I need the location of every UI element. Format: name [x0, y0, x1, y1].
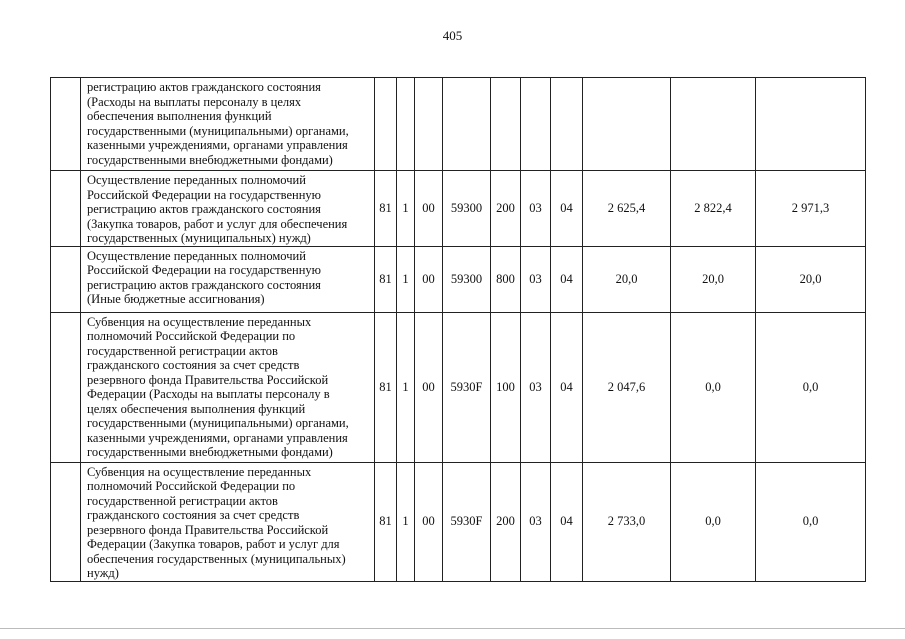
value-cell: 20,0 — [583, 246, 671, 312]
code-cell: 04 — [551, 171, 583, 247]
code-cell: 03 — [521, 246, 551, 312]
value-cell — [583, 78, 671, 171]
code-cell: 200 — [491, 171, 521, 247]
index-cell — [51, 312, 81, 462]
code-cell: 04 — [551, 312, 583, 462]
name-line: регистрацию актов гражданского состояния — [87, 80, 321, 94]
name-line: гражданского состояния за счет средств — [87, 358, 300, 372]
table-body — [51, 78, 866, 582]
code-cell: 59300 — [443, 171, 491, 247]
code-cell: 200 — [491, 462, 521, 581]
name-line: обеспечения государственных (муниципальных) — [87, 551, 346, 566]
name-line: (Расходы на выплаты персоналу в целях — [87, 94, 302, 109]
name-line: казенными учреждениями, органами управления — [87, 430, 348, 445]
code-cell — [443, 78, 491, 171]
code-cell: 5930F — [443, 312, 491, 462]
value-cell: 20,0 — [756, 246, 866, 312]
code-cell — [375, 78, 397, 171]
index-cell — [51, 78, 81, 171]
value-cell: 20,0 — [671, 246, 756, 312]
code-cell — [551, 78, 583, 171]
name-line: Федерации (Расходы на выплаты персоналу в — [87, 387, 330, 401]
name-line: (Закупка товаров, работ и услуг для обеспечения — [87, 216, 348, 231]
code-cell: 04 — [551, 462, 583, 581]
name-cell — [81, 246, 375, 312]
name-line: обеспечения выполнения функций — [87, 109, 272, 123]
value-cell: 0,0 — [756, 312, 866, 462]
name-line: нужд) — [87, 566, 119, 580]
code-cell: 03 — [521, 462, 551, 581]
name-line: Российской Федерации на государственную — [87, 187, 321, 202]
code-cell: 81 — [375, 246, 397, 312]
code-cell: 1 — [397, 312, 415, 462]
name-line: резервного фонда Правительства Российской — [87, 522, 329, 537]
value-cell — [756, 78, 866, 171]
value-cell — [671, 78, 756, 171]
name-line: Субвенция на осуществление переданных — [87, 314, 312, 329]
code-cell: 04 — [551, 246, 583, 312]
code-cell: 5930F — [443, 462, 491, 581]
table-row — [51, 78, 866, 171]
name-line: Осуществление переданных полномочий — [87, 248, 306, 263]
code-cell: 03 — [521, 312, 551, 462]
value-cell: 2 047,6 — [583, 312, 671, 462]
name-cell — [81, 462, 375, 581]
value-cell: 0,0 — [756, 462, 866, 581]
index-cell — [51, 171, 81, 247]
name-line: резервного фонда Правительства Российской — [87, 372, 329, 387]
name-line: государственных (муниципальных) нужд) — [87, 231, 311, 245]
page-number: 405 — [442, 28, 463, 43]
code-cell: 100 — [491, 312, 521, 462]
code-cell: 81 — [375, 462, 397, 581]
code-cell — [397, 78, 415, 171]
name-line: (Иные бюджетные ассигнования) — [87, 292, 265, 306]
table-row — [51, 462, 866, 581]
name-line: полномочий Российской Федерации по — [87, 479, 296, 493]
table-row — [51, 312, 866, 462]
name-line: Федерации (Закупка товаров, работ и услуг для — [87, 537, 340, 551]
index-cell — [51, 462, 81, 581]
code-cell: 81 — [375, 171, 397, 247]
code-cell: 1 — [397, 462, 415, 581]
code-cell — [415, 78, 443, 171]
name-line: Субвенция на осуществление переданных — [87, 464, 312, 479]
code-cell: 81 — [375, 312, 397, 462]
code-cell — [521, 78, 551, 171]
name-line: целях обеспечения выполнения функций — [87, 401, 306, 416]
page-bottom-rule — [0, 628, 905, 629]
name-cell — [81, 78, 375, 171]
code-cell — [491, 78, 521, 171]
value-cell: 0,0 — [671, 462, 756, 581]
code-cell: 00 — [415, 462, 443, 581]
name-line: государственными (муниципальными) органами, — [87, 416, 349, 430]
value-cell: 2 822,4 — [671, 171, 756, 247]
code-cell: 1 — [397, 246, 415, 312]
name-cell — [81, 171, 375, 247]
name-line: Осуществление переданных полномочий — [87, 173, 306, 187]
name-line: регистрацию актов гражданского состояния — [87, 277, 321, 292]
table-row — [51, 171, 866, 247]
code-cell: 00 — [415, 312, 443, 462]
name-line: государственной регистрации актов — [87, 493, 278, 508]
code-cell: 1 — [397, 171, 415, 247]
value-cell: 2 971,3 — [756, 171, 866, 247]
budget-table — [50, 77, 866, 582]
index-cell — [51, 246, 81, 312]
name-line: государственной регистрации актов — [87, 343, 278, 358]
name-line: государственными (муниципальными) органами, — [87, 123, 349, 138]
name-line: гражданского состояния за счет средств — [87, 508, 300, 522]
code-cell: 00 — [415, 246, 443, 312]
name-cell — [81, 312, 375, 462]
name-line: казенными учреждениями, органами управления — [87, 138, 348, 152]
code-cell: 59300 — [443, 246, 491, 312]
table-row — [51, 246, 866, 312]
value-cell: 2 625,4 — [583, 171, 671, 247]
name-line: Российской Федерации на государственную — [87, 263, 321, 277]
name-line: регистрацию актов гражданского состояния — [87, 202, 321, 216]
code-cell: 03 — [521, 171, 551, 247]
name-line: государственными внебюджетными фондами) — [87, 445, 333, 459]
name-line: полномочий Российской Федерации по — [87, 329, 296, 343]
code-cell: 00 — [415, 171, 443, 247]
value-cell: 2 733,0 — [583, 462, 671, 581]
name-line: государственными внебюджетными фондами) — [87, 152, 333, 167]
value-cell: 0,0 — [671, 312, 756, 462]
code-cell: 800 — [491, 246, 521, 312]
